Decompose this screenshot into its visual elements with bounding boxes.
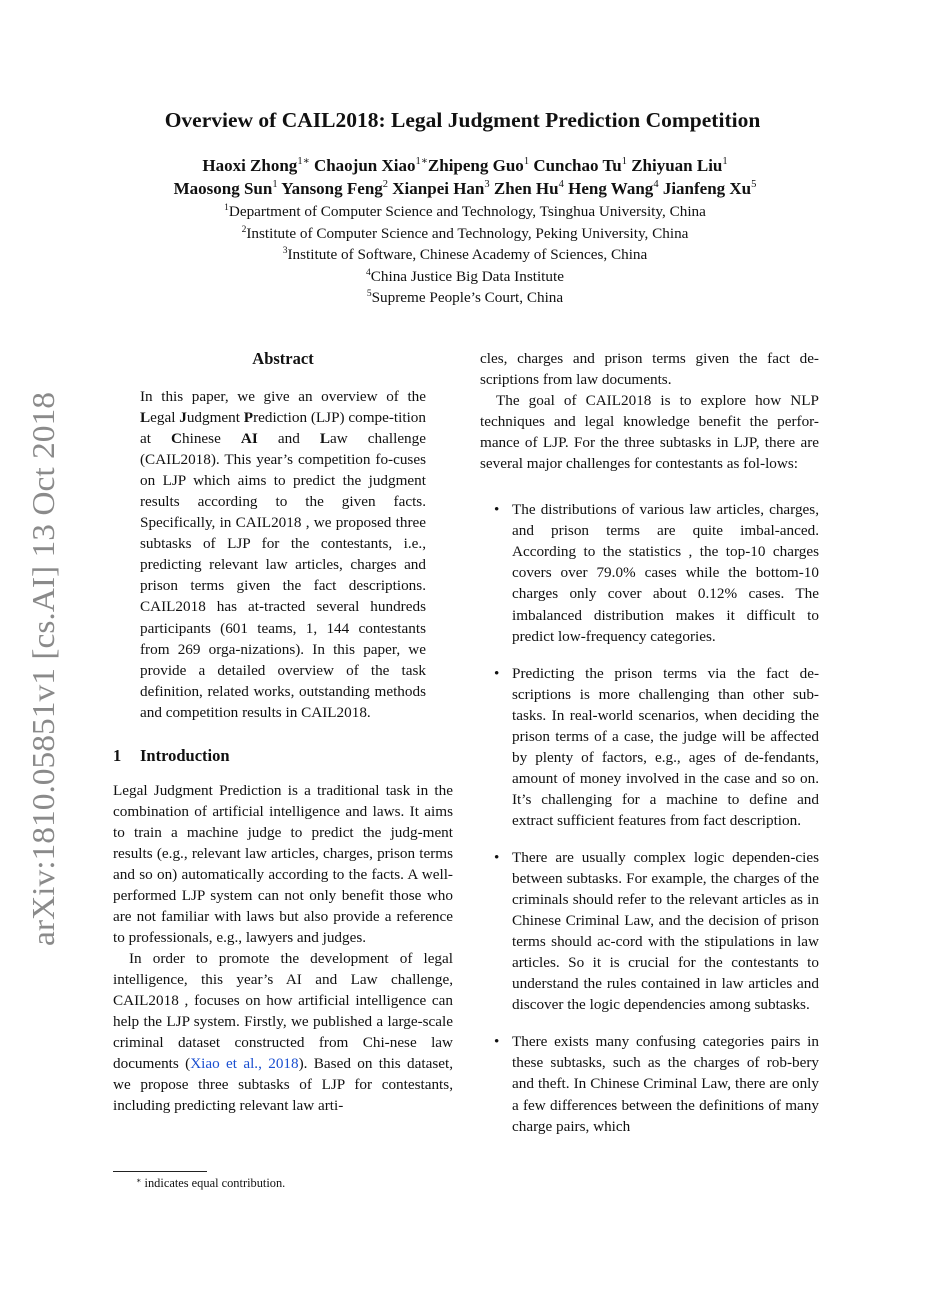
left-column [113, 348, 453, 1117]
author: Maosong Sun$^1$ [173, 179, 278, 198]
affiliation-list [80, 201, 850, 309]
list-item: • The distributions of various law articles, charges, and prison terms are quite imbal-anced. According to the statistics , the top-10 charges covers over 79.0% cases while the bottom-10 charges only cover about 0.12% cases. The imbalanced distribution makes it difficult to predict low-frequency categories. [494, 501, 819, 645]
affiliation: $^3$Institute of Software, Chinese Academy of Sciences, China [282, 246, 648, 264]
arxiv-stamp-text: arXiv:1810.05851v1 [cs.AI] 13 Oct 2018 [25, 416, 61, 946]
intro-paragraph-1: Legal Judgment Prediction is a traditional task in the combination of artificial intelligence and laws. It aims to train a machine judge to predict the judg-ment results (e.g., relevant law articles, charges, prison terms and so on) automatically according to the facts. A well-performed LJP system can not only benefit those who are not familiar with laws but also provide a reference to professionals, e.g., lawyers and judges. [113, 781, 453, 947]
list-item: • There exists many confusing categories pairs in these subtasks, such as the charges of rob-bery and theft. In Chinese Criminal Law, there are only a few differences between the definitions of many charge pairs, which [494, 1033, 819, 1135]
author-line-1 [80, 154, 850, 177]
author: Chaojun Xiao$^{1∗}$ [313, 156, 428, 175]
abstract-heading: Abstract [252, 349, 314, 368]
intro-paragraph-2: In order to promote the development of legal intelligence, this year’s AI and Law challenge, CAIL2018 , focuses on how artificial intelligence can help the LJP system. Firstly, we published a large-scale criminal dataset constructed from Chi-nese law documents (Xiao et al., 2018). Based on this dataset, we propose three subtasks of LJP for contestants, including predicting relevant law arti- [113, 950, 453, 1115]
author-list [80, 154, 850, 200]
affiliation: $^1$Department of Computer Science and Technology, Tsinghua University, China [224, 203, 706, 220]
author: Jianfeng Xu$^5$ [662, 179, 757, 198]
author: Zhiyuan Liu$^1$ [631, 156, 728, 175]
affiliation: $^4$China Justice Big Data Institute [366, 267, 564, 285]
affiliation: $^5$Supreme People’s Court, China [366, 289, 564, 307]
arxiv-stamp [18, 390, 66, 950]
bullet-icon: • [494, 664, 500, 682]
bullet-icon: • [494, 848, 500, 866]
citation-link[interactable]: Xiao et al., 2018 [190, 1055, 299, 1073]
right-column [480, 348, 819, 1153]
bullet-icon: • [494, 1033, 500, 1051]
list-item: • There are usually complex logic dependen-cies between subtasks. For example, the charges of the criminals should refer to the relevant articles as in Chinese Criminal Law, and the decision of prison terms should ac-cord with the stipulations in law articles. So it is crucial for the contestants to understand the rules contained in law articles and discover the logic dependencies among subtasks. [494, 848, 819, 1014]
footnote-divider [113, 1171, 207, 1172]
author: Haoxi Zhong$^{1∗}$ [202, 156, 310, 175]
affiliation: $^2$Institute of Computer Science and Technology, Peking University, China [241, 224, 689, 242]
footnote: ∗ indicates equal contribution. [136, 1176, 286, 1190]
paper-title: Overview of CAIL2018: Legal Judgment Prediction Competition [164, 108, 761, 132]
bullet-icon: • [494, 501, 500, 519]
author: Heng Wang$^4$ [568, 179, 659, 198]
abstract-text: In this paper, we give an overview of the Legal Judgment Prediction (LJP) compe-tition at Chinese AI and Law challenge (CAIL2018). This year’s competition fo-cuses on LJP which aims to predict the judgment results according to the given facts. Specifically, in CAIL2018 , we proposed three subtasks of LJP for the contestants, i.e., predicting relevant law articles, charges and prison terms given the fact descriptions. CAIL2018 has at-tracted several hundreds participants (601 teams, 1, 144 contestants from 269 orga-nizations). In this paper, we provide a detailed overview of the task definition, related works, outstanding methods and competition results in CAIL2018. [140, 388, 426, 721]
continued-paragraph: cles, charges and prison terms given the fact de-scriptions from law documents. [480, 350, 819, 389]
author: Yansong Feng$^2$ [281, 179, 389, 198]
author: Zhen Hu$^4$ [493, 179, 564, 198]
goal-paragraph: The goal of CAIL2018 is to explore how NLP techniques and legal knowledge benefit the perfor-mance of LJP. For the three subtasks in LJP, there are several major challenges for contestants as fol-lows: [480, 392, 819, 473]
section-heading-introduction: 1 Introduction [113, 745, 230, 765]
challenge-list [480, 499, 819, 1136]
list-item: • Predicting the prison terms via the fact de-scriptions is more challenging than other sub-tasks. In real-world scenarios, when deciding the prison terms of a case, the judge will be affected by plenty of factors, e.g., ages of de-fendants, amount of money involved in the case and so on. It’s challenging for a machine to define and extract sufficient features from fact description. [494, 664, 819, 829]
author: Cunchao Tu$^1$ [533, 156, 627, 175]
author: Zhipeng Guo$^1$ [427, 156, 530, 175]
author: Xianpei Han$^3$ [392, 179, 490, 198]
author-line-2 [80, 177, 850, 200]
